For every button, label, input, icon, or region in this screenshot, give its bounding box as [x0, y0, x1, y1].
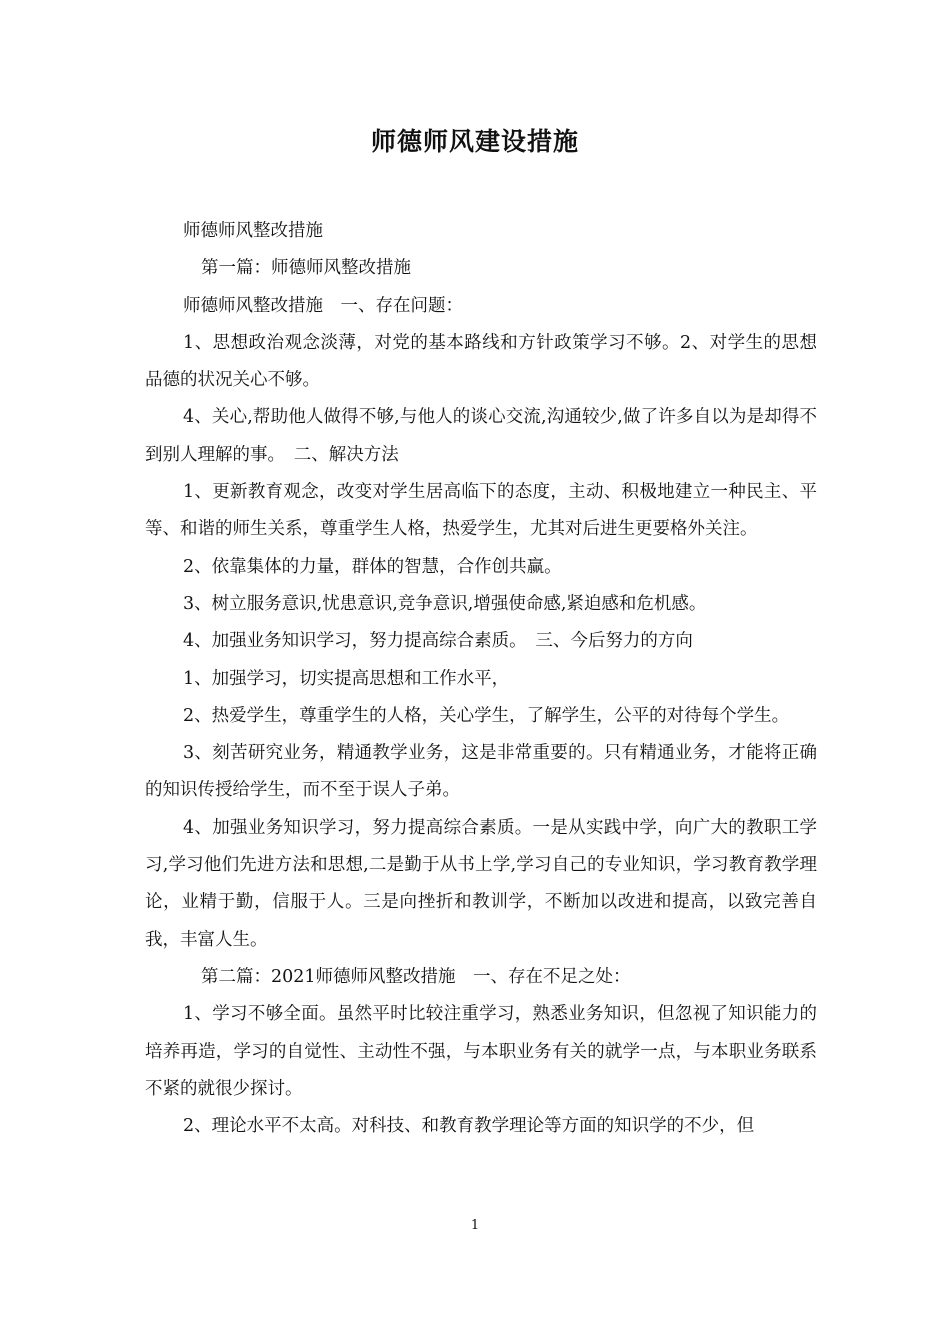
document-title: 师德师风建设措施 — [370, 127, 579, 156]
document-body — [145, 213, 817, 1145]
paragraph: 2、理论水平不太高。对科技、和教育教学理论等方面的知识学的不少，但 — [183, 1116, 755, 1137]
paragraph: 1、思想政治观念淡薄，对党的基本路线和方针政策学习不够。2、对学生的思想品德的状况关心不够。 — [145, 332, 817, 391]
paragraph: 3、树立服务意识,忧患意识,竞争意识,增强使命感,紧迫感和危机感。 — [183, 593, 707, 614]
paragraph: 4、加强业务知识学习，努力提高综合素质。一是从实践中学，向广大的教职工学习,学习他们先进方法和思想,二是勤于从书上学,学习自己的专业知识，学习教育教学理论，业精于勤，信服于人。三是向挫折和教训学，不断加以改进和提高，以致完善自我，丰富人生。 — [145, 817, 817, 950]
paragraph: 4、关心,帮助他人做得不够,与他人的谈心交流,沟通较少,做了许多自以为是却得不到别人理解的事。 二、解决方法 — [145, 407, 817, 465]
paragraph: 4、加强业务知识学习，努力提高综合素质。 三、今后努力的方向 — [183, 631, 693, 652]
paragraph: 2、依靠集体的力量，群体的智慧，合作创共赢。 — [183, 556, 562, 577]
paragraph: 第二篇：2021师德师风整改措施 一、存在不足之处： — [201, 966, 631, 987]
paragraph: 师德师风整改措施 一、存在问题： — [183, 295, 463, 316]
paragraph: 师德师风整改措施 — [183, 221, 323, 241]
paragraph: 1、加强学习，切实提高思想和工作水平， — [183, 668, 510, 689]
paragraph: 1、更新教育观念，改变对学生居高临下的态度，主动、积极地建立一种民主、平等、和谐的师生关系，尊重学生人格，热爱学生，尤其对后进生更要格外关注。 — [145, 482, 817, 540]
paragraph: 1、学习不够全面。虽然平时比较注重学习，熟悉业务知识，但忽视了知识能力的培养再造，学习的自觉性、主动性不强，与本职业务有关的就学一点，与本职业务联系不紧的就很少探讨。 — [145, 1004, 817, 1099]
paragraph: 3、刻苦研究业务，精通教学业务，这是非常重要的。只有精通业务，才能将正确的知识传授给学生，而不至于误人子弟。 — [145, 743, 817, 801]
page-number: 1 — [470, 1218, 480, 1233]
paragraph: 2、热爱学生，尊重学生的人格，关心学生，了解学生，公平的对待每个学生。 — [183, 705, 790, 726]
paragraph: 第一篇：师德师风整改措施 — [201, 258, 411, 279]
